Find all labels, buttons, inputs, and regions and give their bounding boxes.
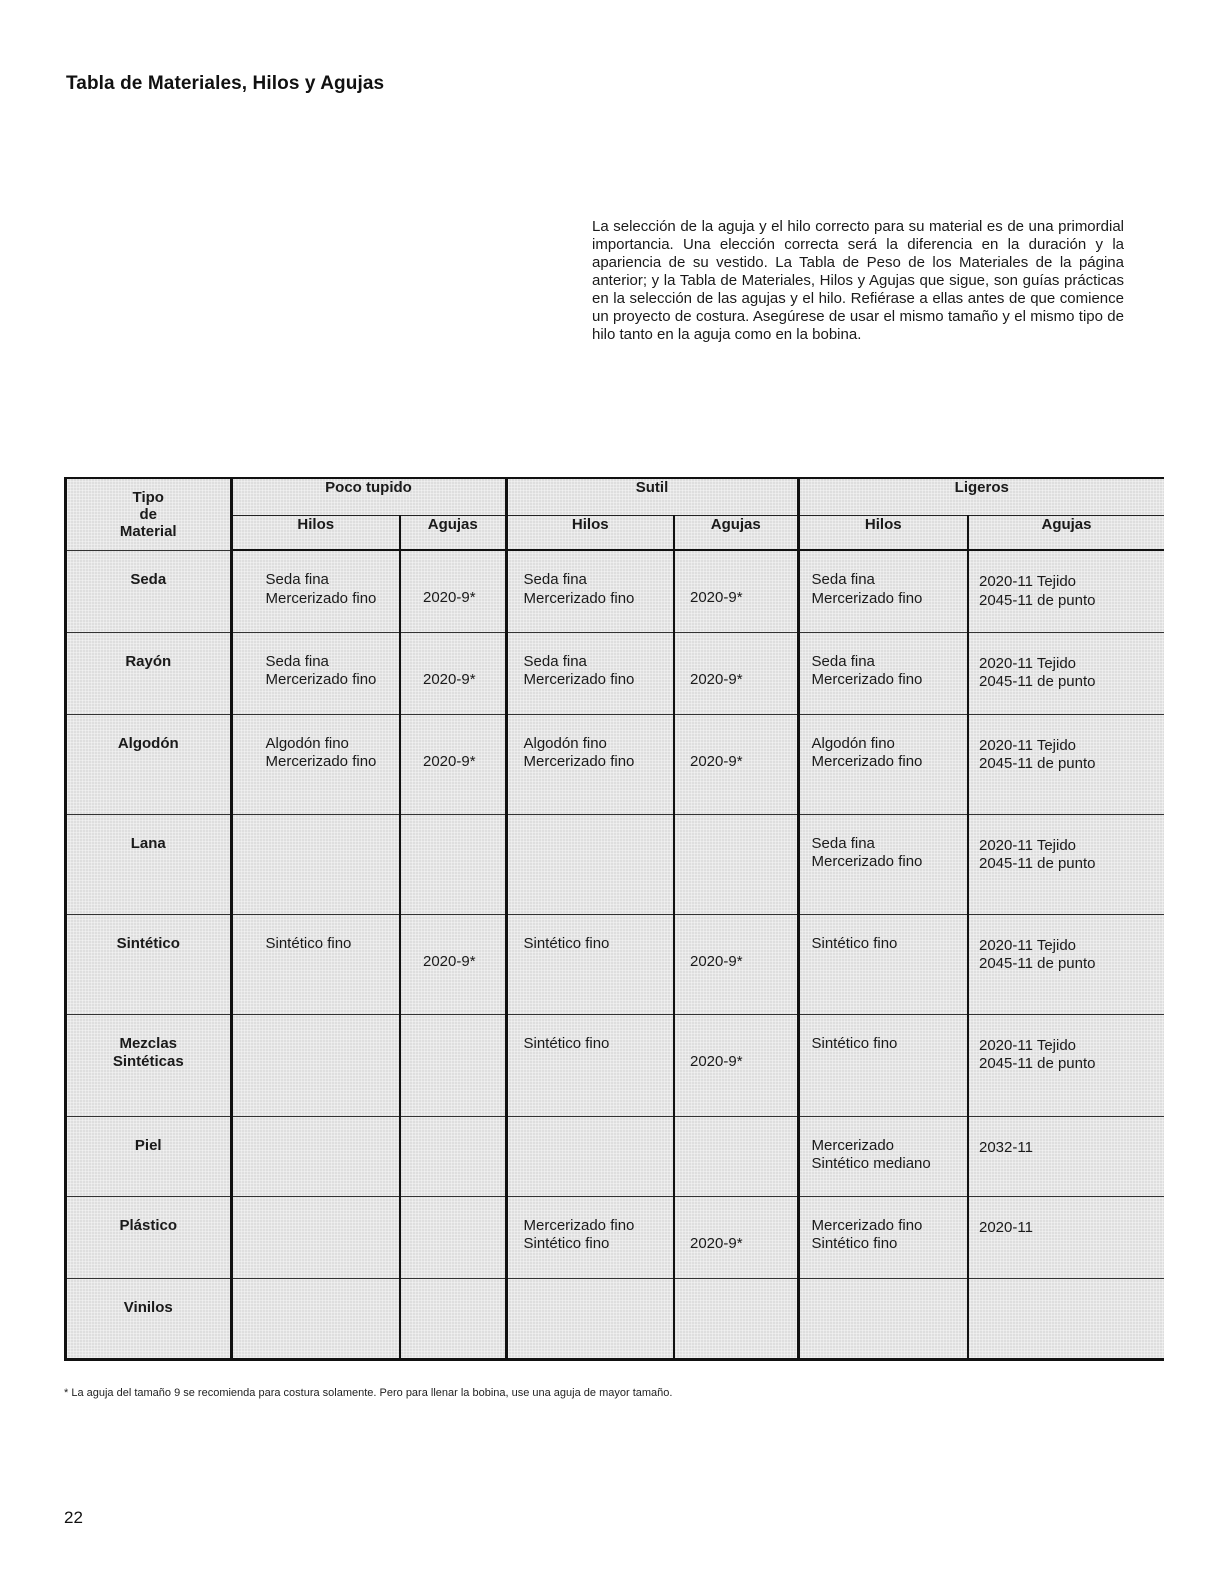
cell-text: Algodón fino [265,734,349,752]
poco-agujas-cell [400,1014,506,1116]
cell-text: Seda fina [811,834,875,852]
cell-text: Mercerizado [811,1136,895,1154]
sub-header-agujas: Agujas [968,516,1164,551]
cell-text: 2045-11 de punto [979,755,1096,772]
cell-text: 2020-11 Tejido [979,573,1077,590]
sutil-agujas-cell [674,814,798,914]
table-row [67,632,1164,714]
poco-hilos-cell [231,914,400,1014]
poco-agujas-cell [400,714,506,814]
poco-agujas-cell [400,1278,506,1360]
material-column-header [67,479,231,550]
ligeros-hilos-cell [798,1278,968,1360]
ligeros-agujas-cell [968,714,1164,814]
cell-text: Sintético fino [523,1034,610,1052]
intro-paragraph: La selección de la aguja y el hilo correcto para su material es de una primordial importancia. Una elección correcta será la diferencia en la duración y la apariencia de su vestido. La Tabla de Peso de los Materiales de la página anterior; y la Tabla de Materiales, Hilos y Agujas que sigue, son guías prácticas en la selección de las agujas y el hilo. Refiérase a ellas antes de que comience un proyecto de costura. Asegúrese de usar el mismo tamaño y el mismo tipo de hilo tanto en la aguja como en la bobina. [592,218,1124,343]
cell-text: 2032-11 [979,1138,1033,1156]
cell-text: Mercerizado fino [523,1216,635,1234]
cell-text: 2020-9* [690,752,743,770]
cell-text: 2020-11 Tejido [979,836,1077,854]
ligeros-agujas-cell [968,632,1164,714]
poco-hilos-cell [231,1196,400,1278]
cell-text: Seda fina [265,652,329,670]
material-header-line: de [139,505,157,523]
material-cell [67,1278,231,1360]
material-cell [67,550,231,632]
sutil-hilos-cell [506,1196,674,1278]
material-cell [67,1014,231,1116]
cell-text: Mercerizado fino [811,853,923,870]
poco-hilos-cell [231,1278,400,1360]
cell-text: 2045-11 de punto [979,1055,1096,1072]
cell-text: Mezclas [119,1034,178,1052]
poco-agujas-cell [400,1196,506,1278]
ligeros-hilos-cell [798,1014,968,1116]
material-header-line: Tipo [132,488,164,506]
sutil-agujas-cell [674,1116,798,1196]
sutil-agujas-cell [674,1196,798,1278]
sutil-hilos-cell [506,1278,674,1360]
sutil-hilos-cell [506,550,674,632]
cell-text: Sintético [116,934,180,952]
ligeros-agujas-cell [968,550,1164,632]
sutil-hilos-cell [506,714,674,814]
cell-text: 2045-11 de punto [979,955,1096,972]
group-header-sutil: Sutil [506,479,798,516]
cell-text: 2045-11 de punto [979,591,1096,609]
cell-text: Mercerizado fino [523,589,635,607]
cell-text: 2020-9* [690,670,743,688]
ligeros-hilos-cell [798,550,968,632]
cell-text: Seda fina [523,652,587,670]
poco-hilos-cell [231,814,400,914]
poco-hilos-cell [231,1116,400,1196]
sutil-agujas-cell [674,1278,798,1360]
poco-hilos-cell [231,1014,400,1116]
cell-text: Sintético fino [811,934,898,952]
cell-text: Sintético fino [811,1235,898,1252]
cell-text: 2020-9* [423,952,476,970]
materials-table [67,479,1164,1360]
cell-text: Mercerizado fino [265,671,377,688]
table-row [67,814,1164,914]
cell-text: Seda fina [523,571,587,588]
cell-text: 2020-9* [690,1234,743,1252]
sub-header-hilos: Hilos [798,516,968,551]
footnote: * La aguja del tamaño 9 se recomienda para costura solamente. Pero para llenar la bobina, use una aguja de mayor tamaño. [64,1387,673,1399]
sutil-agujas-cell [674,714,798,814]
sutil-agujas-cell [674,1014,798,1116]
ligeros-hilos-cell [798,714,968,814]
cell-text: 2020-11 Tejido [979,936,1077,954]
cell-text: Sintéticas [112,1052,184,1070]
ligeros-agujas-cell [968,1014,1164,1116]
cell-text: Lana [130,834,166,852]
cell-text: 2020-9* [423,589,476,606]
sutil-hilos-cell [506,1116,674,1196]
sutil-agujas-cell [674,632,798,714]
ligeros-agujas-cell [968,1278,1164,1360]
cell-text: 2020-11 [979,1218,1033,1236]
cell-text: Seda [130,570,167,588]
cell-text: 2045-11 de punto [979,855,1096,872]
sutil-hilos-cell [506,814,674,914]
group-header-ligeros: Ligeros [798,479,1164,516]
material-cell [67,814,231,914]
table-row [67,914,1164,1014]
sub-header-agujas: Agujas [400,516,506,551]
cell-text: Seda fina [811,571,875,588]
cell-text: Seda fina [811,652,875,670]
poco-agujas-cell [400,632,506,714]
cell-text: 2020-11 Tejido [979,736,1077,754]
sutil-agujas-cell [674,550,798,632]
material-cell [67,632,231,714]
cell-text: Mercerizado fino [523,671,635,688]
cell-text: 2020-11 Tejido [979,654,1077,672]
cell-text: Sintético fino [523,1235,610,1252]
cell-text: Mercerizado fino [265,753,377,770]
cell-text: Mercerizado fino [811,1216,923,1234]
cell-text: Mercerizado fino [523,753,635,770]
ligeros-hilos-cell [798,1196,968,1278]
table-body [67,550,1164,1360]
material-cell [67,1116,231,1196]
cell-text: 2020-9* [423,752,476,770]
poco-hilos-cell [231,632,400,714]
cell-text: Mercerizado fino [265,589,377,607]
table-row [67,550,1164,632]
table-row [67,714,1164,814]
ligeros-hilos-cell [798,914,968,1014]
material-cell [67,714,231,814]
materials-table-container [64,477,1164,1361]
sutil-agujas-cell [674,914,798,1014]
table-group-header-row [67,479,1164,516]
poco-hilos-cell [231,714,400,814]
ligeros-agujas-cell [968,914,1164,1014]
ligeros-hilos-cell [798,814,968,914]
cell-text: Sintético mediano [811,1155,931,1172]
poco-hilos-cell [231,550,400,632]
material-cell [67,914,231,1014]
poco-agujas-cell [400,550,506,632]
cell-text: Algodón fino [523,734,607,752]
page-number: 22 [64,1508,83,1527]
cell-text: 2020-9* [423,670,476,688]
ligeros-hilos-cell [798,1116,968,1196]
cell-text: Sintético fino [811,1034,898,1052]
cell-text: Algodón fino [811,734,895,752]
material-header-line: Material [119,522,177,540]
cell-text: Mercerizado fino [811,753,923,770]
cell-text: 2020-9* [690,1052,743,1070]
cell-text: Sintético fino [265,934,352,952]
cell-text: 2020-11 Tejido [979,1036,1077,1054]
material-cell [67,1196,231,1278]
ligeros-agujas-cell [968,1116,1164,1196]
cell-text: 2020-9* [690,589,743,606]
ligeros-hilos-cell [798,632,968,714]
sutil-hilos-cell [506,632,674,714]
cell-text: Piel [134,1136,162,1154]
cell-text: 2020-9* [690,952,743,970]
cell-text: 2045-11 de punto [979,673,1096,690]
sub-header-hilos: Hilos [231,516,400,551]
poco-agujas-cell [400,914,506,1014]
page-title: Tabla de Materiales, Hilos y Agujas [66,72,385,94]
sutil-hilos-cell [506,914,674,1014]
cell-text: Mercerizado fino [811,671,923,688]
sub-header-hilos: Hilos [506,516,674,551]
cell-text: Algodón [117,734,179,752]
table-row [67,1196,1164,1278]
poco-agujas-cell [400,814,506,914]
table-sub-header-row [67,516,1164,551]
cell-text: Rayón [125,652,172,670]
cell-text: Seda fina [265,571,329,588]
ligeros-agujas-cell [968,1196,1164,1278]
sub-header-agujas: Agujas [674,516,798,551]
sutil-hilos-cell [506,1014,674,1116]
cell-text: Sintético fino [523,934,610,952]
cell-text: Mercerizado fino [811,589,923,607]
ligeros-agujas-cell [968,814,1164,914]
poco-agujas-cell [400,1116,506,1196]
table-row [67,1278,1164,1360]
cell-text: Plástico [119,1216,178,1234]
cell-text: Vinilos [123,1298,173,1316]
table-row [67,1116,1164,1196]
group-header-poco-tupido: Poco tupido [231,479,506,516]
table-row [67,1014,1164,1116]
